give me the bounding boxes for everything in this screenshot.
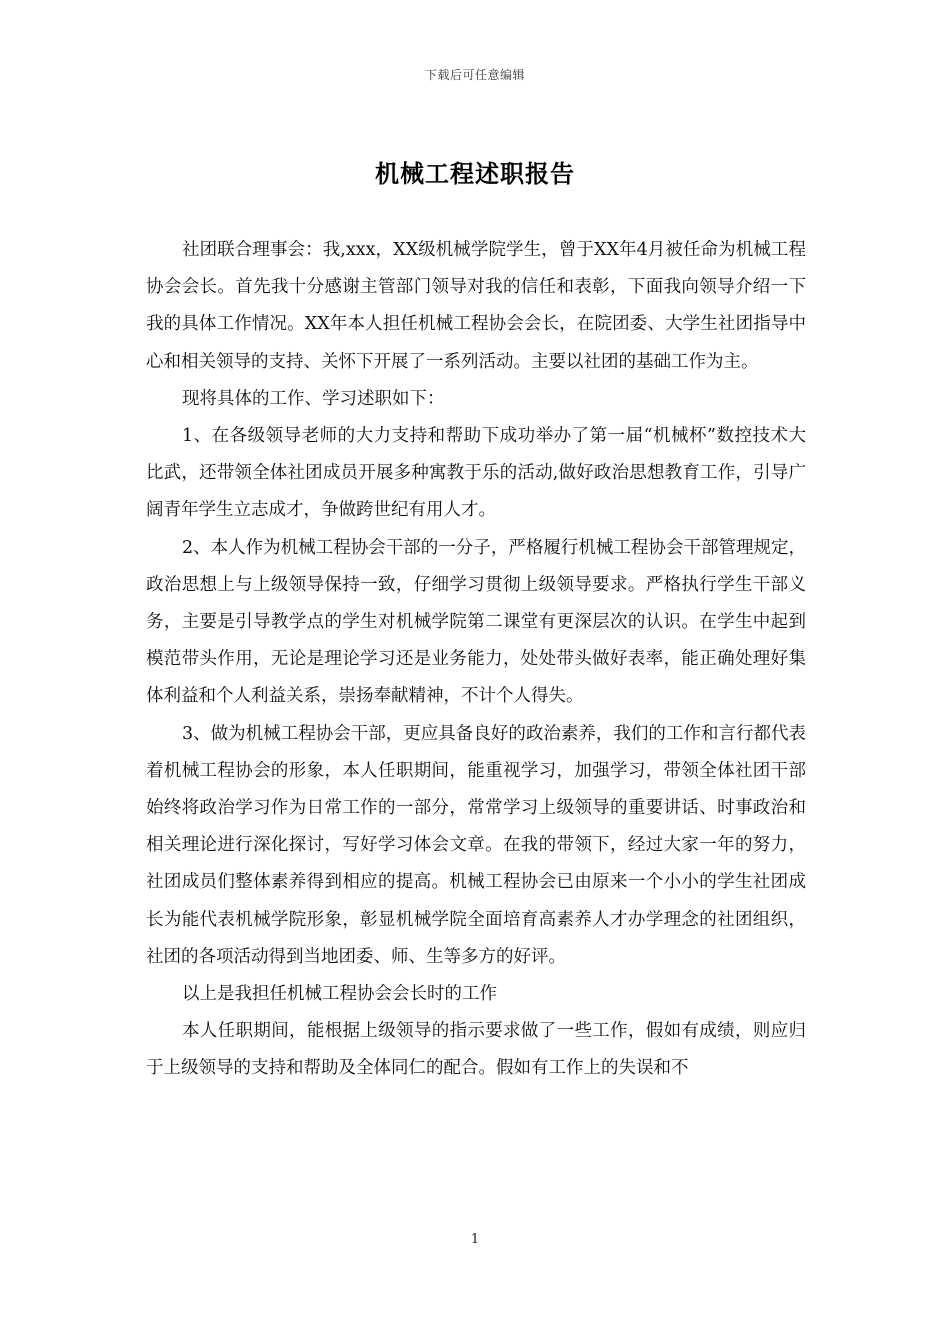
document-title: 机械工程述职报告	[375, 159, 575, 188]
paragraph-closing: 本人任职期间，能根据上级领导的指示要求做了一些工作，假如有成绩，则应归于上级领导的支持和帮助及全体同仁的配合。假如有工作上的失误和不	[146, 1021, 806, 1079]
paragraph-overview: 现将具体的工作、学习述职如下：	[182, 388, 445, 409]
paragraph-summary: 以上是我担任机械工程协会会长时的工作	[182, 984, 497, 1005]
document-body	[146, 232, 806, 1088]
paragraph-item-3: 3、做为机械工程协会干部，更应具备良好的政治素养，我们的工作和言行都代表着机械工程协会的形象，本人任职期间，能重视学习，加强学习，带领全体社团干部始终将政治学习作为日常工作的一部分，常常学习上级领导的重要讲话、时事政治和相关理论进行深化探讨，写好学习体会文章。在我的带领下，经过大家一年的努力，社团成员们整体素养得到相应的提高。机械工程协会已由原来一个小小的学生社团成长为能代表机械学院形象，彰显机械学院全面培育高素养人才办学理念的社团组织，社团的各项活动得到当地团委、师、生等多方的好评。	[146, 723, 806, 967]
page-number: 1	[470, 1232, 480, 1247]
page-header: 下载后可任意编辑	[424, 68, 525, 82]
paragraph-item-1: 1、在各级领导老师的大力支持和帮助下成功举办了第一届“机械杯”数控技术大比武，还带领全体社团成员开展多种寓教于乐的活动,做好政治思想教育工作，引导广阔青年学生立志成才，争做跨世纪有用人才。	[146, 426, 806, 521]
paragraph-intro: 社团联合理事会：我,xxx，XX级机械学院学生，曾于XX年4月被任命为机械工程协会会长。首先我十分感谢主管部门领导对我的信任和表彰，下面我向领导介绍一下我的具体工作情况。XX年本人担任机械工程协会会长，在院团委、大学生社团指导中心和相关领导的支持、关怀下开展了一系列活动。主要以社团的基础工作为主。	[146, 240, 806, 372]
paragraph-item-2: 2、本人作为机械工程协会干部的一分子，严格履行机械工程协会干部管理规定，政治思想上与上级领导保持一致，仔细学习贯彻上级领导要求。严格执行学生干部义务，主要是引导教学点的学生对机械学院第二课堂有更深层次的认识。在学生中起到模范带头作用，无论是理论学习还是业务能力，处处带头做好表率，能正确处理好集体利益和个人利益关系，崇扬奉献精神，不计个人得失。	[146, 537, 806, 707]
